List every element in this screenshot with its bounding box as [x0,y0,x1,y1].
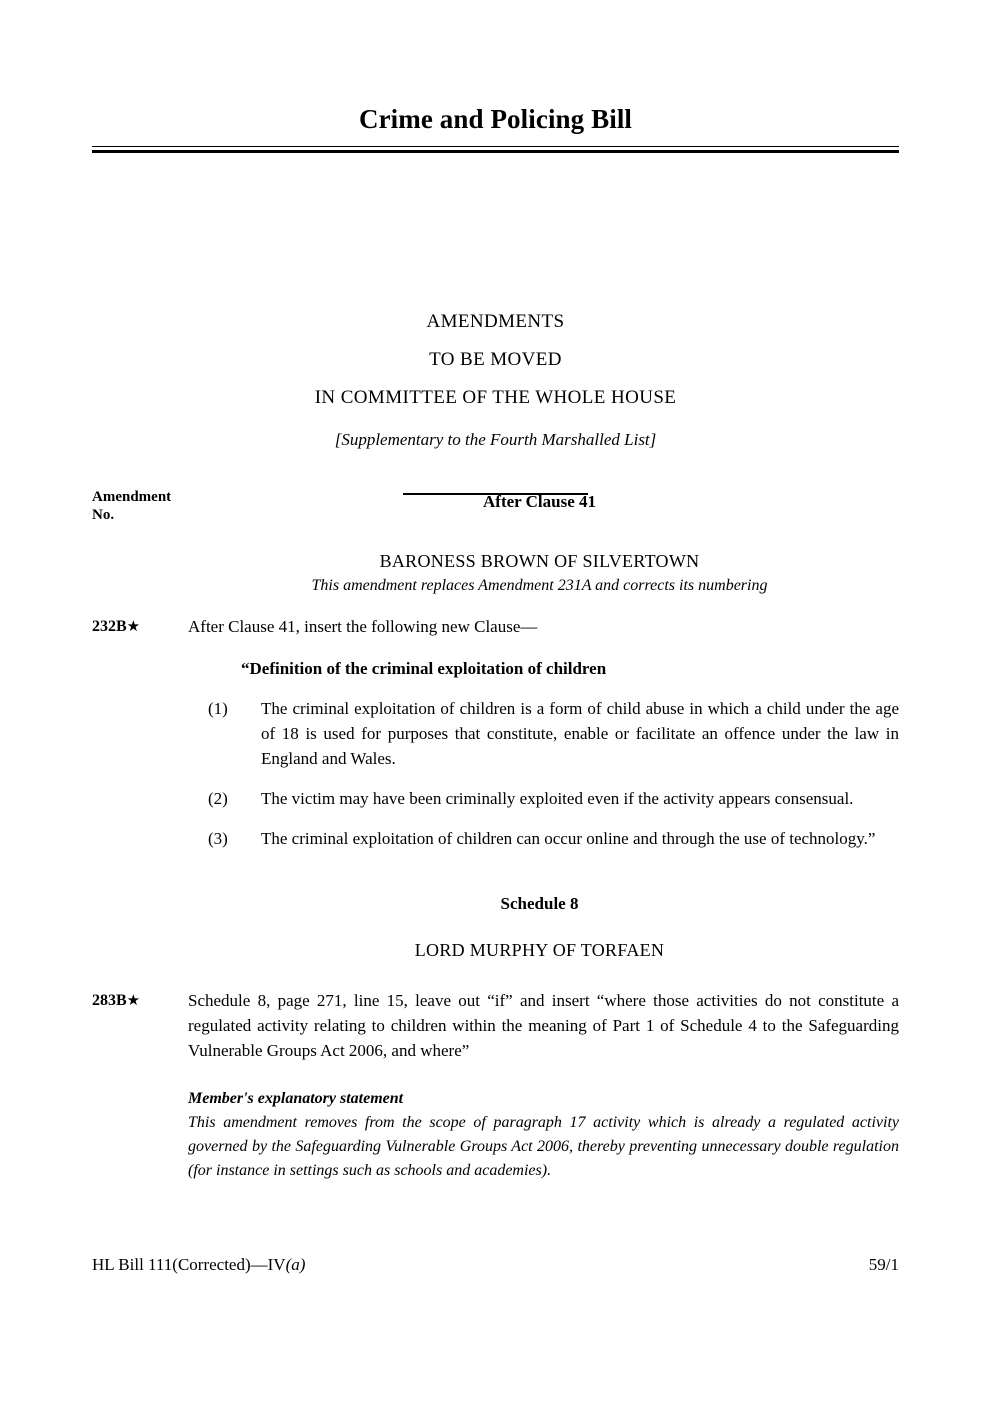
member-name: LORD MURPHY OF TORFAEN [414,940,665,960]
amendment-number-283b [92,988,182,1014]
explanatory-statement-body: This amendment removes from the scope of paragraph 17 activity which is already a regulated activity governed by the Safeguarding Vulnerable Groups Act 2006, thereby preventing unnecessary double regulation (for instance in settings such as schools and academies). [188,1114,899,1179]
subparagraph-2-number: (2) [208,789,228,808]
bill-reference-main: HL Bill 111(Corrected)—IV [92,1255,286,1274]
page-number: 59/1 [868,1255,899,1274]
subparagraph-3 [208,826,899,851]
intro-line-in-committee: IN COMMITTEE OF THE WHOLE HOUSE [314,387,677,408]
explanatory-statement [188,1087,899,1183]
amendment-number-232b [92,614,182,640]
member-name: BARONESS BROWN OF SILVERTOWN [379,551,700,571]
header-divider [92,146,899,153]
subparagraph-1 [208,696,899,771]
explanatory-statement-title: Member's explanatory statement [188,1090,404,1107]
header-rule-thick [92,150,899,153]
subparagraph-2 [208,786,899,811]
star-icon: ★ [126,993,141,1009]
bill-reference-suffix: (a) [285,1255,306,1274]
amendment-number-text: 232B [92,618,127,635]
intro-line-amendments: AMENDMENTS [426,311,565,332]
amendment-lead-in: After Clause 41, insert the following new Clause— [188,617,538,636]
subparagraph-3-number: (3) [208,829,228,848]
amendment-body-283b [188,988,899,1063]
intro-block [0,303,991,503]
intro-subtitle: [Supplementary to the Fourth Marshalled List] [334,430,657,449]
amendment-entry-232b [92,614,899,851]
intro-line-to-be-moved: TO BE MOVED [429,349,562,370]
subparagraph-2-text: The victim may have been criminally exploited even if the activity appears consensual. [261,789,854,808]
member-block-lord-murphy [180,937,899,963]
section-heading-schedule-8: Schedule 8 [500,894,579,913]
amendment-no-label-line2: No. [92,507,115,523]
section-heading-after-clause-41: After Clause 41 [483,492,596,511]
amendment-no-column-label [92,488,171,524]
amendment-paragraph: Schedule 8, page 271, line 15, leave out “if” and insert “where those activities do not constitute a regulated activity relating to children within the meaning of Part 1 of Schedule 4 to the Safeguarding Vulnerable Groups Act 2006, and where” [188,991,899,1060]
subparagraph-3-text: The criminal exploitation of children can occur online and through the use of technology.” [261,829,876,848]
page-title: Crime and Policing Bill [358,104,633,134]
new-clause-heading: “Definition of the criminal exploitation of children [241,659,607,678]
bill-reference [92,1255,305,1275]
amendment-no-label-line1: Amendment [92,489,172,505]
page-footer [92,1255,899,1275]
member-block-baroness-brown [180,548,899,598]
member-note: This amendment replaces Amendment 231A and corrects its numbering [311,577,768,594]
subparagraph-1-number: (1) [208,699,228,718]
header-rule-thin [92,146,899,147]
star-icon: ★ [126,619,141,635]
amendment-entry-283b [92,988,899,1183]
amendment-number-text: 283B [92,992,127,1009]
subparagraph-1-text: The criminal exploitation of children is a form of child abuse in which a child under the age of 18 is used for purposes that constitute, enable or facilitate an offence under the law in England and Wales. [261,699,899,768]
amendment-body-232b [188,614,899,851]
